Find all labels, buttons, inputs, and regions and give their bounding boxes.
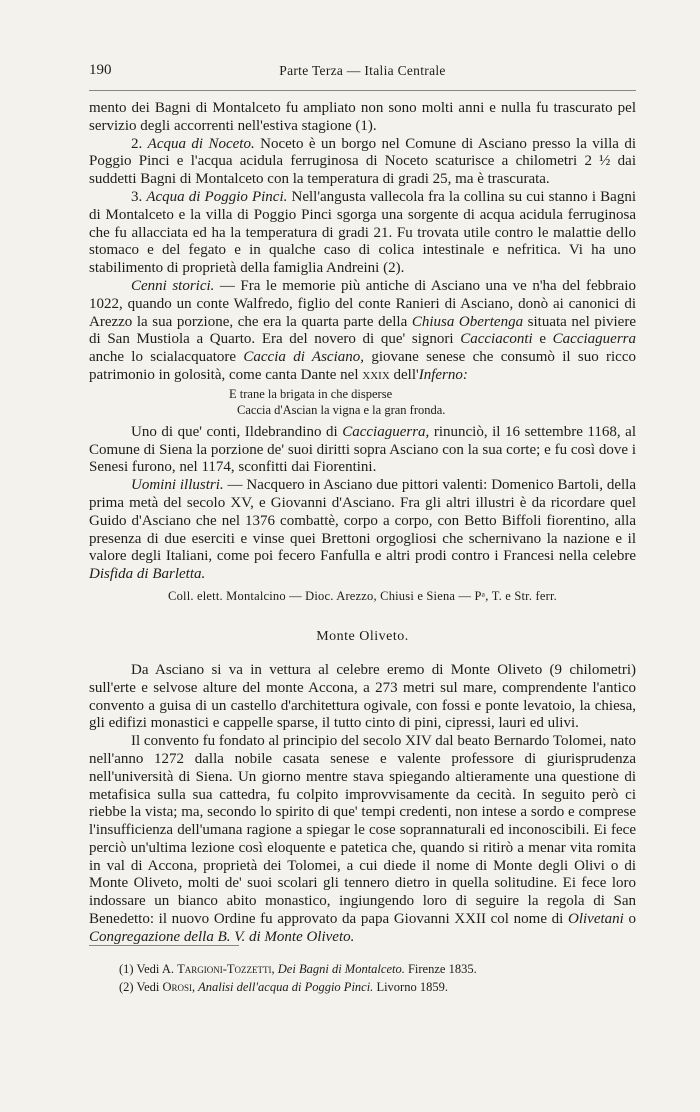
- main-text: [89, 100, 636, 947]
- paragraph-continuation: mento dei Bagni di Montalceto fu ampliato non sono molti anni e nulla fu trascurato pel servizio degli accorrenti nell'estiva stagione (1).: [89, 100, 636, 134]
- heading-acqua-noceto: Acqua di Noceto.: [147, 135, 255, 152]
- paragraph-convento-history: Il convento fu fondato al principio del secolo XIV dal beato Bernardo Tolomei, nato nell'anno 1272 dalla nobile casata senese e valente professore di giurisprudenza nell'università di Siena. Un giorno mentre stava spiegando altieramente una questione di metafisica sulla sua cattedra, fu colpito improvvisamente da cecità. In seguito però ci riebbe la vista; ma, secondo lo spirito di que' tempi credenti, non intese a sordo e comprese l'insufficienza dell'umana ragione a spiegar le cose soprannaturali ed inconoscibili. Ei fece perciò un'ultima lezione così eloquente e patetica che, quando si ritirò a menar vita romita in val di Accona, proprietà dei Tolomei, a cui diede il nome di Monte degli Olivi o di Monte Oliveto, molti de' suoi scolari gli tennero dietro in quella solitudine. Ei fece loro indossare un bianco abito monastico, ingiungendo loro di seguire la regola di San Benedetto: il nuovo Ordine fu approvato da papa Giovanni XXII col nome di Olivetani o Congregazione della B. V. di Monte Oliveto.: [89, 733, 637, 945]
- header-rule: [89, 90, 636, 91]
- paragraph-cenni-storici: Cenni storici. — Fra le memorie più antiche di Asciano una ve n'ha del febbraio 1022, quando un conte Walfredo, figlio del conte Ranieri di Asciano, donò ai canonici di Arezzo la sua porzione, che era la quarta parte della Chiusa Obertenga situata nel piviere di San Mustiola a Quarto. Era del novero di que' signori Cacciaconti e Cacciaguerra anche lo scialacquatore Caccia di Asciano, giovane senese che consumò il suo ricco patrimonio in golosità, come canta Dante nel xxix dell'Inferno:: [89, 277, 637, 383]
- paragraph-uomini-illustri: Uomini illustri. — Nacquero in Asciano due pittori valenti: Domenico Bartoli, della prima metà del secolo XV, e Giovanni d'Asciano. Fra gli altri illustri è da ricordare quel Guido d'Asciano che nel 1376 combattè, corpo a corpo, con Betto Biffoli fiorentino, alla presenza di due eserciti e vinse quei Brettoni orgogliosi che schernivano la nazione e il valore degli Italiani, come poi fecero Fanfulla e altri prodi contro i Francesi nella celebre Disfida di Barletta.: [89, 477, 636, 583]
- running-title: Parte Terza — Italia Centrale: [279, 63, 446, 78]
- verse-line: Caccia d'Ascian la vigna e la gran fronda.: [237, 402, 446, 417]
- administrative-info: Coll. elett. Montalcino — Dioc. Arezzo, Chiusi e Siena — Pᵃ, T. e Str. ferr.: [168, 588, 557, 603]
- footnotes: [89, 960, 636, 996]
- dante-quotation: [89, 386, 636, 418]
- heading-uomini-illustri: Uomini illustri.: [131, 477, 224, 494]
- section-title: Monte Oliveto.: [316, 628, 409, 644]
- paragraph-acqua-noceto: 2. Acqua di Noceto. Noceto è un borgo nel Comune di Asciano presso la villa di Poggio Pinci e l'acqua acidula ferruginosa di Noceto scaturisce a chilometri 2 ½ dai suddetti Bagni di Montalceto con la temperatura di gradi 25, ma è trascurata.: [89, 135, 637, 188]
- footnote: (1) Vedi A. Targioni-Tozzetti, Dei Bagni di Montalceto. Firenze 1835.: [119, 962, 477, 976]
- paragraph-monte-oliveto-intro: Da Asciano si va in vettura al celebre eremo di Monte Oliveto (9 chilometri) sull'erte e selvose alture del monte Accona, a 273 metri sul mare, comprendente l'antico convento a guisa di un castello d'architettura ogivale, con fossi e ponte levatoio, la chiesa, gli edifizi monastici e cappelle sparse, il tutto cinto di pini, cipressi, lauri ed ulivi.: [89, 661, 636, 732]
- page-header: [89, 62, 636, 84]
- verse-line: E trane la brigata in che disperse: [229, 386, 393, 401]
- paragraph-ildebrandino: Uno di que' conti, Ildebrandino di Cacciaguerra, rinunciò, il 16 settembre 1168, al Comune di Siena la porzione de' suoi diritti sopra Asciano con la sua corte; e fu così dove i Senesi furono, nel 1174, sconfitti dai Fiorentini.: [89, 423, 636, 476]
- heading-cenni-storici: Cenni storici.: [131, 277, 215, 294]
- paragraph-acqua-poggio-pinci: 3. Acqua di Poggio Pinci. Nell'angusta vallecola fra la collina su cui stanno i Bagni di Montalceto e la villa di Poggio Pinci sgorga una sorgente di acqua acidula ferruginosa che fu allacciata ed ha la temperatura di gradi 21. Fu trovata utile contro le malattie dello stomaco e del fegato e in qualche caso di colica intestinale e nefritica. Vi ha uno stabilimento di proprietà della famiglia Andreini (2).: [89, 188, 636, 277]
- page-number: 190: [89, 62, 112, 78]
- footnote: (2) Vedi Orosi, Analisi dell'acqua di Poggio Pinci. Livorno 1859.: [119, 980, 448, 994]
- footnote-rule: [89, 945, 239, 946]
- heading-acqua-poggio-pinci: Acqua di Poggio Pinci.: [146, 188, 288, 205]
